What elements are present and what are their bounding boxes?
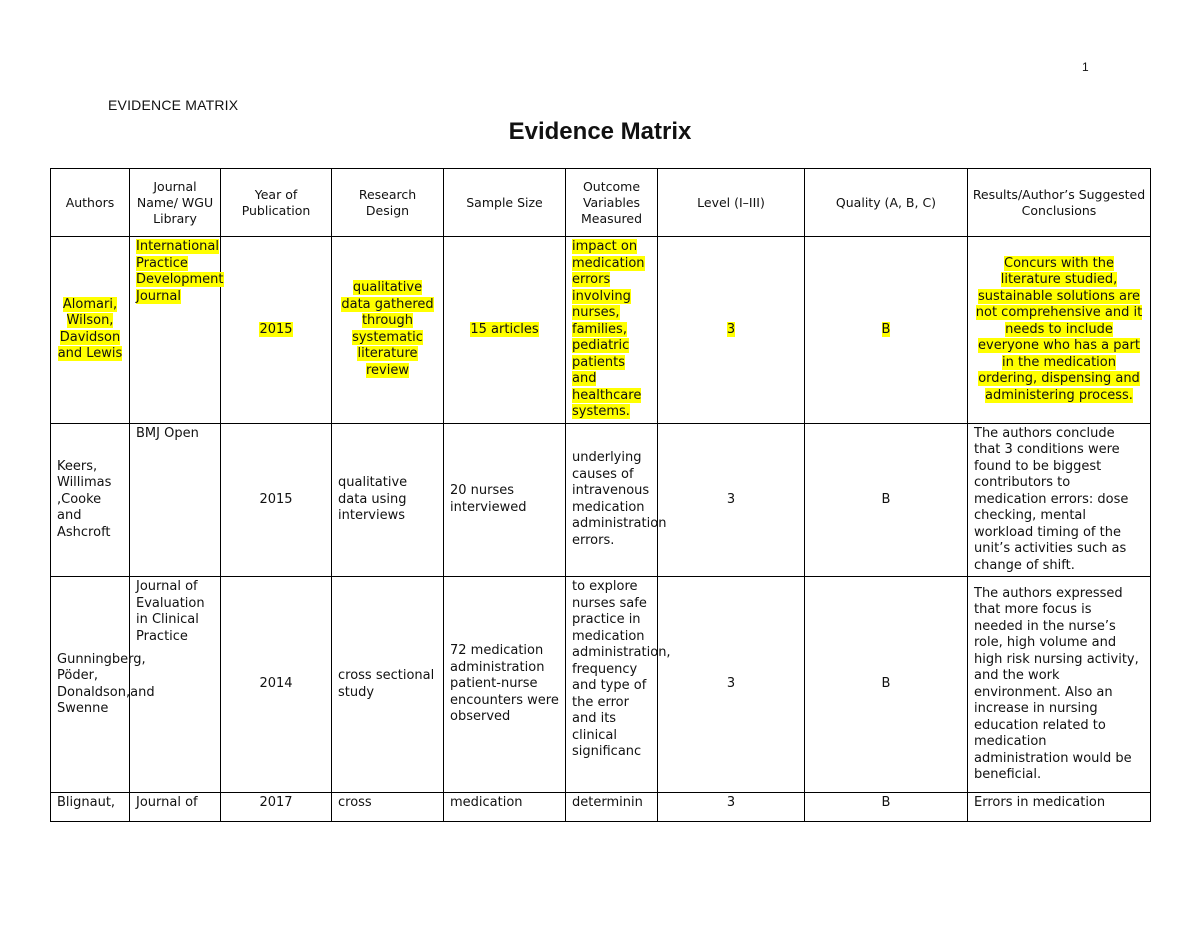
cell-design: cross — [332, 793, 444, 822]
cell-design: qualitative data gathered through systematic literature review — [332, 237, 444, 424]
cell-year: 2017 — [221, 793, 332, 822]
cell-sample: 15 articles — [444, 237, 566, 424]
table-header-row — [51, 169, 1151, 237]
table-row — [51, 577, 1151, 793]
cell-results: Errors in medication — [968, 793, 1151, 822]
table-row — [51, 793, 1151, 822]
cell-results: The authors expressed that more focus is needed in the nurse’s role, high volume and high risk nursing activity, and the work environment. Also an increase in nursing education related to medication administration would be beneficial. — [968, 577, 1151, 793]
cell-sample: 20 nurses interviewed — [444, 423, 566, 577]
cell-sample: 72 medication administration patient-nurse encounters were observed — [444, 577, 566, 793]
running-head: EVIDENCE MATRIX — [108, 97, 239, 113]
cell-level: 3 — [658, 423, 805, 577]
cell-level: 3 — [658, 237, 805, 424]
cell-outcome: impact on medication errors involving nurses, families, pediatric patients and healthcare systems. — [566, 237, 658, 424]
cell-quality: B — [805, 237, 968, 424]
header-level: Level (I–III) — [658, 169, 805, 237]
cell-level: 3 — [658, 577, 805, 793]
page-number: 1 — [1082, 60, 1089, 74]
cell-journal: BMJ Open — [130, 423, 221, 577]
cell-results: The authors conclude that 3 conditions were found to be biggest contributors to medication errors: dose checking, mental workload timing of the unit’s activities such as change of shift. — [968, 423, 1151, 577]
header-sample: Sample Size — [444, 169, 566, 237]
cell-authors: Blignaut, — [51, 793, 130, 822]
cell-journal: Journal of — [130, 793, 221, 822]
evidence-matrix-table — [50, 168, 1151, 822]
cell-authors: Gunningberg, Pöder, Donaldson,and Swenne — [51, 577, 130, 793]
cell-design: cross sectional study — [332, 577, 444, 793]
header-journal: Journal Name/ WGU Library — [130, 169, 221, 237]
cell-authors: Keers, Willimas ,Cooke and Ashcroft — [51, 423, 130, 577]
header-outcome: Outcome Variables Measured — [566, 169, 658, 237]
cell-outcome: underlying causes of intravenous medication administration errors. — [566, 423, 658, 577]
cell-year: 2014 — [221, 577, 332, 793]
table-row — [51, 423, 1151, 577]
document-title: Evidence Matrix — [508, 118, 692, 145]
header-quality: Quality (A, B, C) — [805, 169, 968, 237]
cell-design: qualitative data using interviews — [332, 423, 444, 577]
header-year: Year of Publication — [221, 169, 332, 237]
cell-quality: B — [805, 577, 968, 793]
cell-journal: Journal of Evaluation in Clinical Practice — [130, 577, 221, 793]
cell-journal: International Practice Development Journal — [130, 237, 221, 424]
cell-level: 3 — [658, 793, 805, 822]
cell-quality: B — [805, 793, 968, 822]
cell-outcome: determinin — [566, 793, 658, 822]
cell-quality: B — [805, 423, 968, 577]
cell-sample: medication — [444, 793, 566, 822]
header-results: Results/Author’s Suggested Conclusions — [968, 169, 1151, 237]
cell-results: Concurs with the literature studied, sustainable solutions are not comprehensive and it needs to include everyone who has a part in the medication ordering, dispensing and administering process. — [968, 237, 1151, 424]
cell-year: 2015 — [221, 237, 332, 424]
cell-year: 2015 — [221, 423, 332, 577]
cell-authors: Alomari, Wilson, Davidson and Lewis — [51, 237, 130, 424]
cell-outcome: to explore nurses safe practice in medication administration, frequency and type of the error and its clinical significanc — [566, 577, 658, 793]
header-authors: Authors — [51, 169, 130, 237]
header-design: Research Design — [332, 169, 444, 237]
table-row — [51, 237, 1151, 424]
